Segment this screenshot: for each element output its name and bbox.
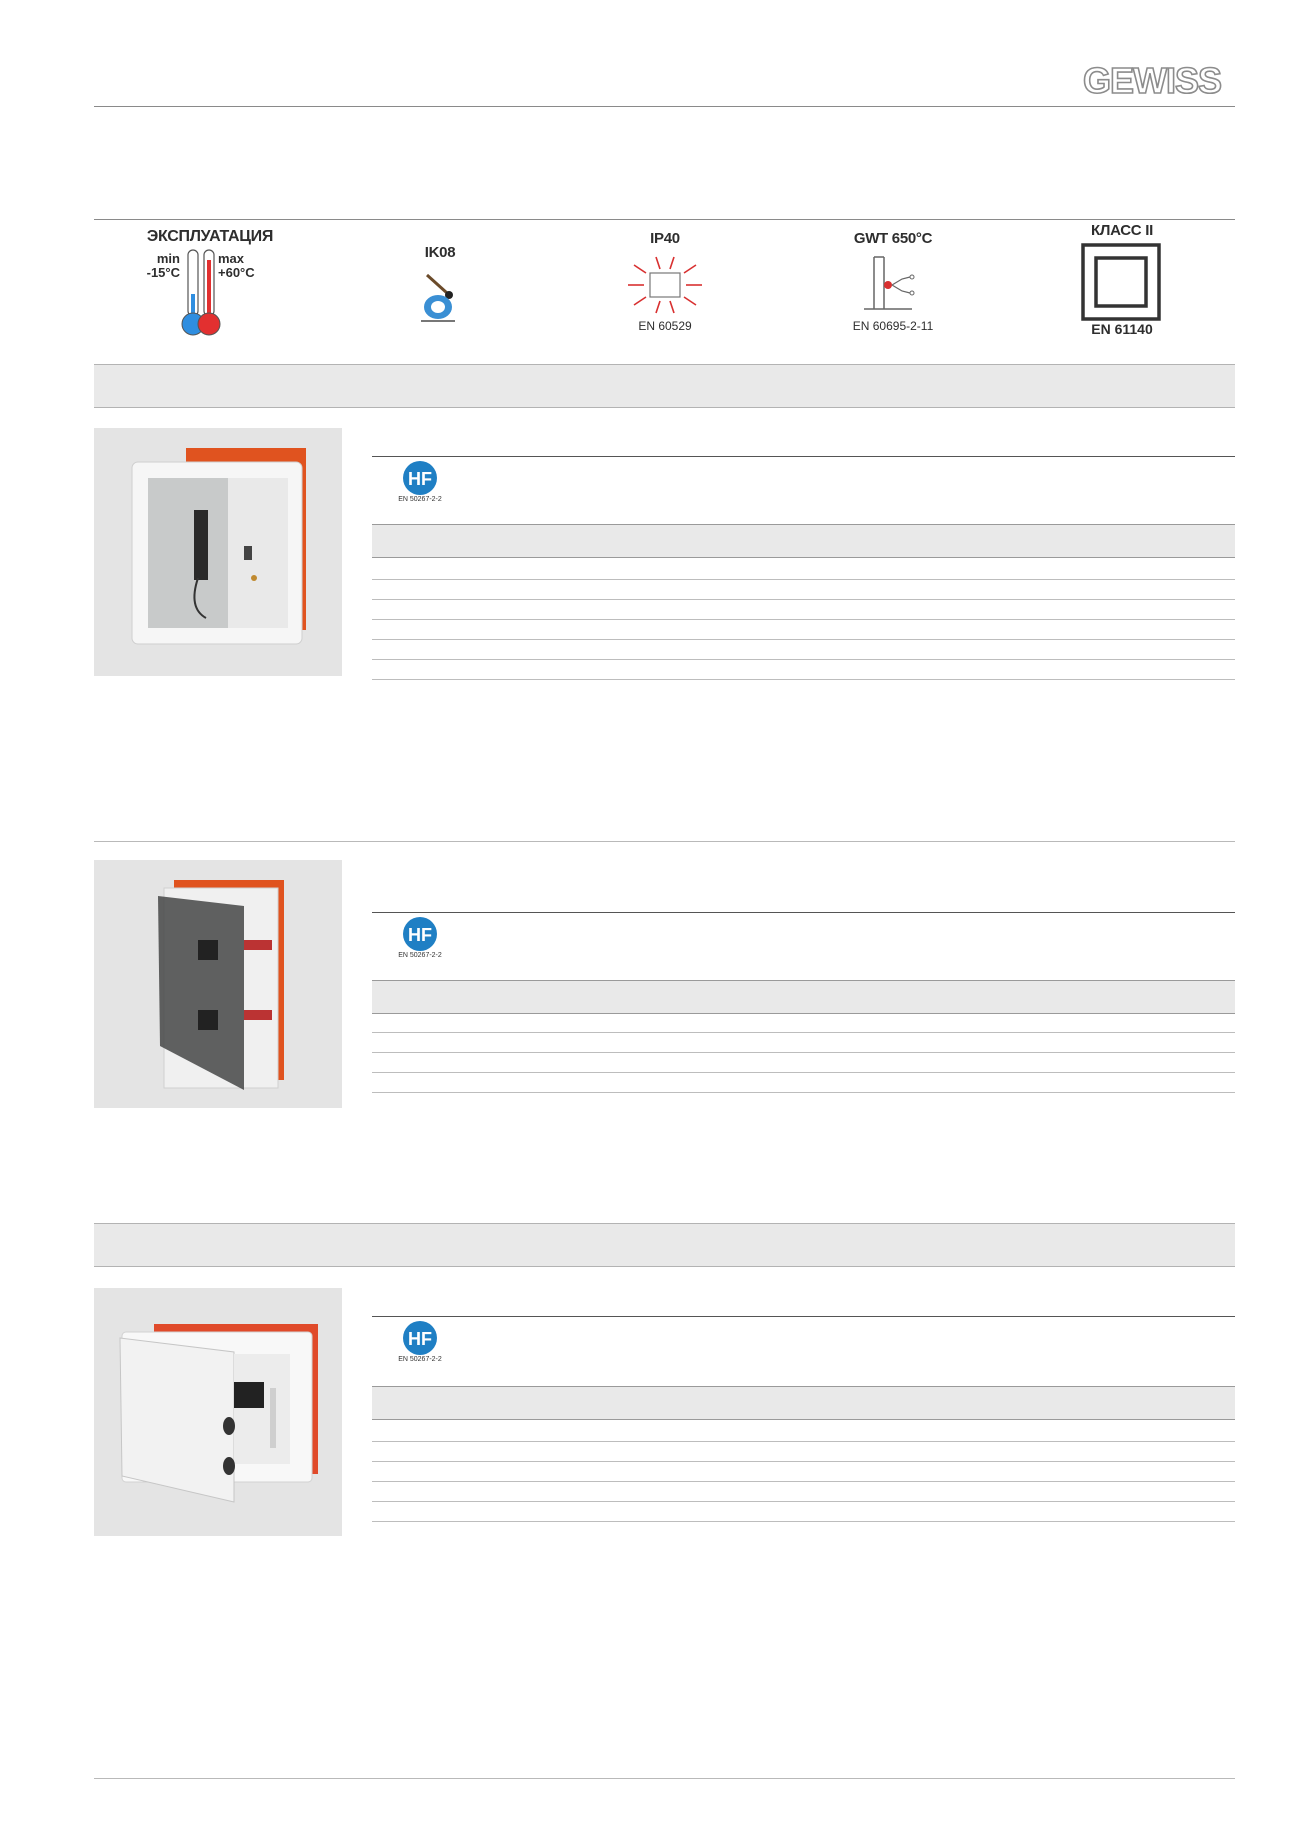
- table-row-line: [372, 659, 1235, 660]
- gwt-norm: EN 60695-2-11: [852, 319, 934, 333]
- ik-rating: [405, 244, 475, 334]
- ip-rating: [620, 230, 710, 340]
- enclosure-smoked-door-image: [94, 860, 342, 1108]
- table-row-line: [372, 1092, 1235, 1093]
- impact-hammer-icon: [405, 261, 475, 327]
- hf-icon: [396, 916, 444, 952]
- product-1-top-rule: [372, 456, 1235, 457]
- ip-norm: EN 60529: [638, 319, 692, 333]
- svg-text:HF: HF: [408, 469, 432, 489]
- hf-norm-2: EN 50267-2-2: [398, 952, 442, 959]
- table-row-line: [372, 1481, 1235, 1482]
- section-header-band-3: [94, 1223, 1235, 1267]
- product-3-table-header: [372, 1386, 1235, 1420]
- svg-text:-15°C: -15°C: [146, 265, 180, 280]
- svg-text:GEWISS: GEWISS: [1082, 62, 1222, 100]
- table-row-line: [372, 639, 1235, 640]
- class-norm: EN 61140: [1091, 321, 1153, 337]
- icons-top-rule: [94, 219, 1235, 220]
- hf-icon: [396, 1320, 444, 1356]
- product-1-table-header: [372, 524, 1235, 558]
- glow-wire-icon: [838, 247, 948, 319]
- table-row-line: [372, 579, 1235, 580]
- enclosure-transparent-door-image: [94, 428, 342, 676]
- operation-temperature: [140, 228, 280, 344]
- svg-text:HF: HF: [408, 1329, 432, 1349]
- gwt-title: GWT 650°C: [853, 230, 933, 247]
- table-row-line: [372, 1032, 1235, 1033]
- hf-icon: [396, 460, 444, 496]
- product-photo-2: [94, 860, 342, 1108]
- enclosure-white-door-image: [94, 1288, 342, 1536]
- hf-badge-3: [396, 1320, 444, 1378]
- hf-badge-2: [396, 916, 444, 974]
- gewiss-logo: [1069, 62, 1235, 100]
- table-row-line: [372, 1521, 1235, 1522]
- table-row-line: [372, 1072, 1235, 1073]
- product-2-top-rule: [372, 912, 1235, 913]
- product-3-top-rule: [372, 1316, 1235, 1317]
- svg-text:+60°C: +60°C: [218, 265, 255, 280]
- operation-title: ЭКСПЛУАТАЦИЯ: [146, 228, 274, 245]
- double-insulation-icon: [1077, 239, 1167, 321]
- glow-wire-rating: [838, 230, 948, 340]
- header-rule: [94, 106, 1235, 107]
- product-photo-1: [94, 428, 342, 676]
- insulation-class: [1077, 222, 1167, 346]
- ingress-protection-icon: [620, 247, 710, 319]
- footer-rule: [94, 1778, 1235, 1779]
- section-header-band-1: [94, 364, 1235, 408]
- table-row-line: [372, 1052, 1235, 1053]
- table-row-line: [372, 619, 1235, 620]
- svg-text:HF: HF: [408, 925, 432, 945]
- table-row-line: [372, 679, 1235, 680]
- section-2-rule: [94, 841, 1235, 842]
- product-2-table-header: [372, 980, 1235, 1014]
- hf-norm-1: EN 50267-2-2: [398, 496, 442, 503]
- table-row-line: [372, 599, 1235, 600]
- ik-title: IK08: [424, 244, 456, 261]
- ip-title: IP40: [650, 230, 680, 247]
- svg-text:max: max: [218, 251, 245, 266]
- hf-badge-1: [396, 460, 444, 518]
- svg-text:min: min: [156, 251, 180, 266]
- product-photo-3: [94, 1288, 342, 1536]
- table-row-line: [372, 1461, 1235, 1462]
- table-row-line: [372, 1441, 1235, 1442]
- class-title: КЛАСС II: [1091, 222, 1153, 239]
- hf-norm-3: EN 50267-2-2: [398, 1356, 442, 1363]
- thermometer-icon: [140, 246, 280, 342]
- table-row-line: [372, 1501, 1235, 1502]
